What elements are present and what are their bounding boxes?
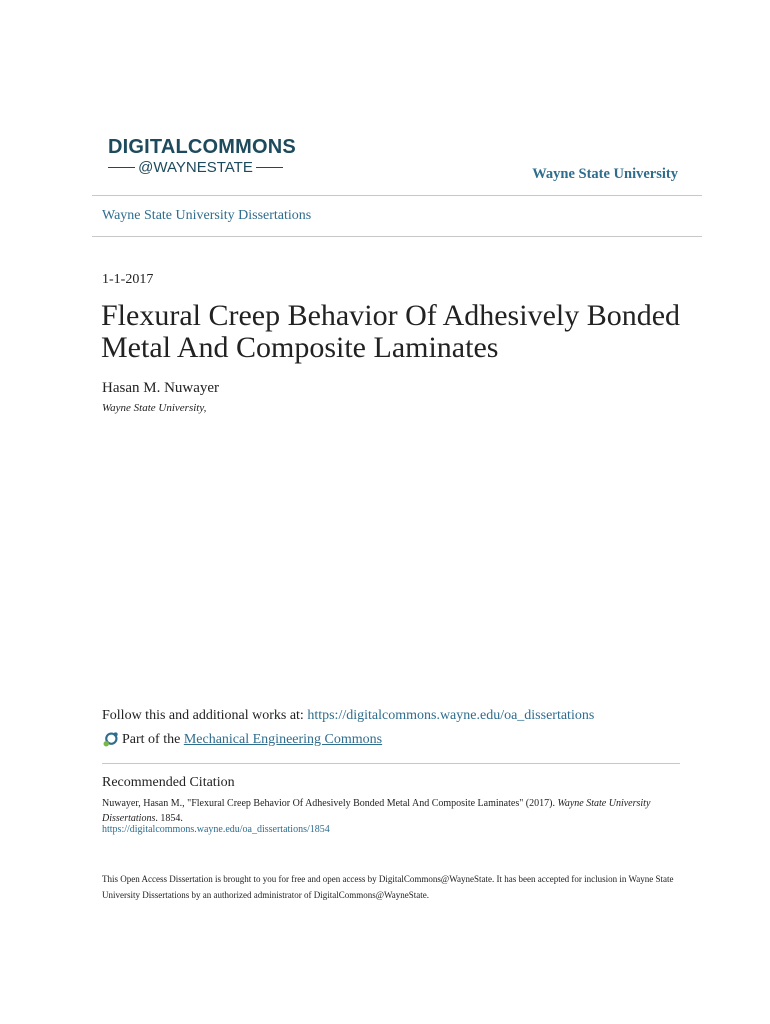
citation-series: Wayne State University Dissertations [102,798,651,824]
divider-series [92,236,702,237]
divider-citation [102,763,680,764]
author-name: Hasan M. Nuwayer [102,380,220,396]
mechanical-engineering-commons-link[interactable]: Mechanical Engineering Commons [183,731,383,747]
divider-top [92,195,702,196]
author-affiliation: Wayne State University, [102,402,207,414]
partof-prefix: Part of the [122,731,181,747]
logo-line2: @WAYNESTATE [138,159,253,176]
document-title: Flexural Creep Behavior Of Adhesively Bonded Metal And Composite Laminates [101,299,681,364]
logo-rule-right [256,167,283,168]
citation-end: . 1854. [155,813,183,824]
recommended-citation-heading: Recommended Citation [102,775,235,790]
university-link[interactable]: Wayne State University [532,166,678,182]
follow-url-link[interactable]: https://digitalcommons.wayne.edu/oa_dissertations [307,708,595,723]
citation-main: Nuwayer, Hasan M., "Flexural Creep Behavior Of Adhesively Bonded Metal And Composite Laminates" (2017). [102,798,558,809]
open-access-note: This Open Access Dissertation is brought to you for free and open access by DigitalCommons@WayneState. It has been accepted for inclusion in Wayne State University Dissertations by an authorized administrator of DigitalCommons@WayneState. [102,874,674,900]
logo-rule-left [108,167,135,168]
follow-line [102,708,594,724]
citation-text [102,796,662,826]
logo-line1: DIGITALCOMMONS [108,136,296,158]
follow-prefix: Follow this and additional works at: [102,708,308,723]
digitalcommons-logo[interactable] [108,136,296,176]
series-link[interactable]: Wayne State University Dissertations [102,208,312,223]
citation-url-link[interactable]: https://digitalcommons.wayne.edu/oa_dissertations/1854 [102,824,330,835]
publication-date: 1-1-2017 [102,272,154,287]
logo-line2-row [108,159,283,176]
part-of-line [102,731,382,748]
network-commons-icon [102,731,119,748]
